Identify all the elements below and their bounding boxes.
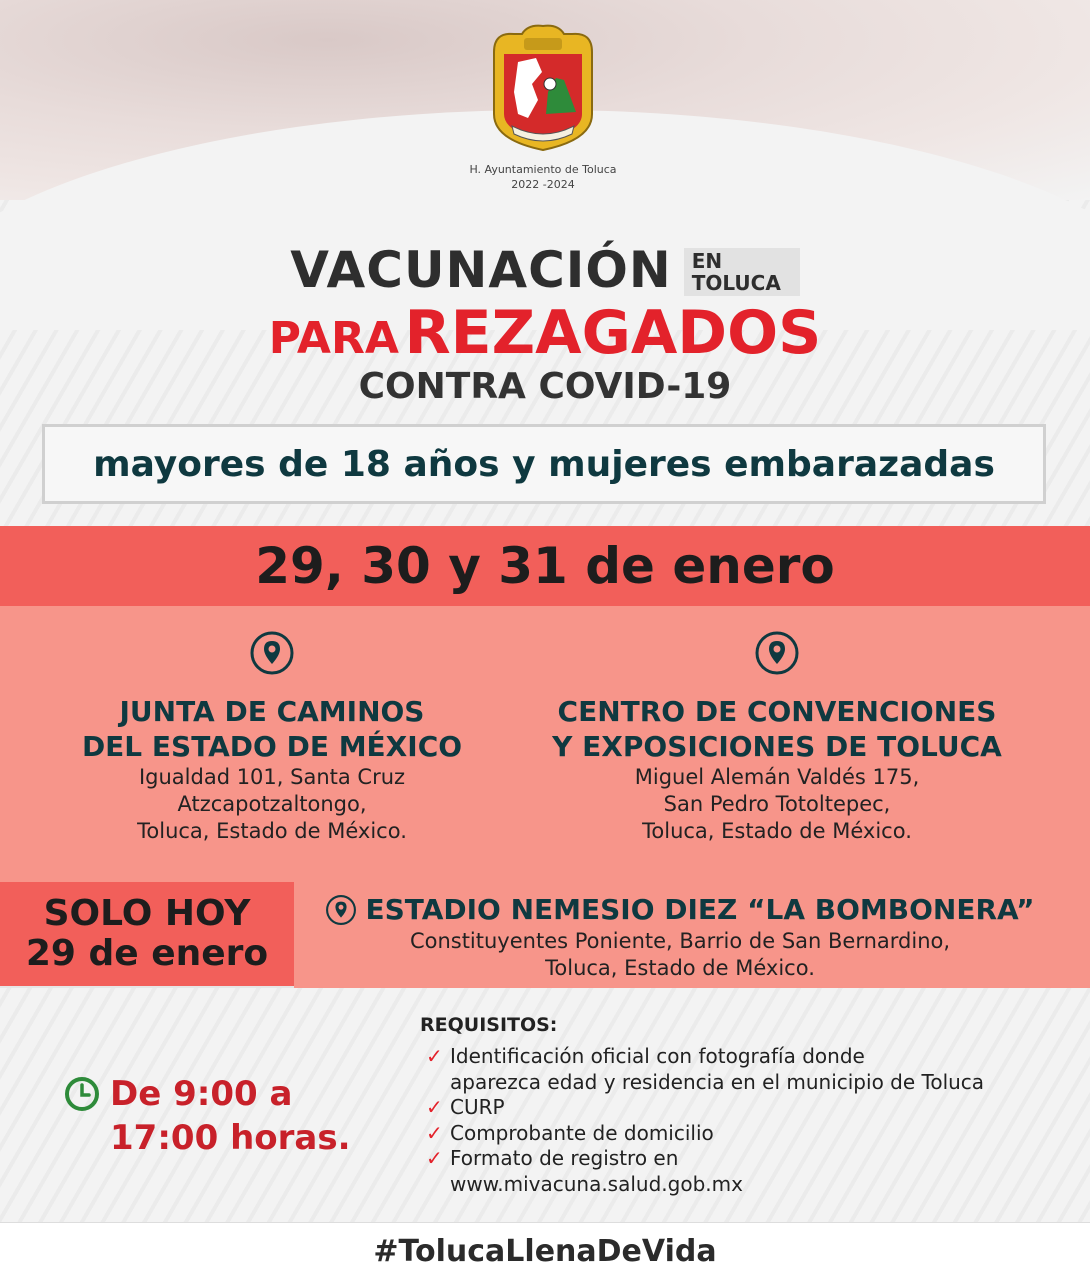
stadium-address-line1: Constituyentes Poniente, Barrio de San Bernardino, — [409, 929, 951, 953]
title-vacunacion: VACUNACIÓN — [290, 241, 672, 299]
clock-icon — [64, 1076, 100, 1112]
requirement-item — [426, 1146, 1060, 1197]
stadium-name-row — [300, 892, 1060, 928]
stadium-address-line2: Toluca, Estado de México. — [545, 956, 815, 980]
requirement-line2: aparezca edad y residencia en el municipio de Toluca — [450, 1069, 985, 1094]
venue-address-line3: Toluca, Estado de México. — [137, 819, 407, 843]
title-rezagados: REZAGADOS — [404, 298, 822, 368]
crest-caption-line2: 2022 -2024 — [511, 178, 575, 191]
crest-caption — [440, 162, 646, 192]
location-pin-icon — [754, 630, 800, 676]
en-toluca-badge — [684, 248, 800, 296]
stadium-info — [300, 892, 1060, 982]
requirement-text — [450, 1044, 984, 1095]
venue-name-line1: JUNTA DE CAMINOS — [119, 695, 425, 728]
requirements-block — [420, 1014, 1060, 1197]
checkmark-icon: ✓ — [426, 1095, 443, 1119]
venue-name-line1: CENTRO DE CONVENCIONES — [557, 695, 997, 728]
requirements-heading: REQUISITOS: — [420, 1014, 558, 1036]
venue-address-line2: Atzcapotzaltongo, — [177, 792, 367, 816]
requirement-item — [426, 1095, 1060, 1121]
stadium-section — [0, 882, 1090, 988]
footer-hashtag: #TolucaLlenaDeVida — [373, 1234, 717, 1269]
title-line1 — [0, 238, 1090, 302]
checkmark-icon: ✓ — [426, 1120, 443, 1145]
audience-text: mayores de 18 años y mujeres embarazadas — [93, 443, 995, 485]
venue-junta-caminos — [22, 630, 522, 845]
crest-caption-line1: H. Ayuntamiento de Toluca — [469, 163, 617, 176]
requirement-line1: Formato de registro en — [450, 1146, 679, 1170]
requirement-item — [426, 1121, 1060, 1147]
venue-address-line1: Miguel Alemán Valdés 175, — [634, 765, 920, 789]
audience-box — [42, 424, 1046, 504]
venue-name-line2: Y EXPOSICIONES DE TOLUCA — [552, 730, 1002, 763]
hours-line2: 17:00 horas. — [110, 1118, 351, 1158]
requirement-url: www.mivacuna.salud.gob.mx — [450, 1171, 743, 1196]
requirement-text — [450, 1146, 743, 1197]
requirement-line1: Identificación oficial con fotografía donde — [450, 1044, 865, 1068]
stadium-name: ESTADIO NEMESIO DIEZ “LA BOMBONERA” — [365, 893, 1035, 926]
venues-section — [0, 606, 1090, 882]
location-pin-icon — [325, 894, 357, 926]
checkmark-icon: ✓ — [426, 1146, 443, 1170]
venue-name-line2: DEL ESTADO DE MÉXICO — [81, 730, 463, 763]
footer-hashtag-bar — [0, 1222, 1090, 1280]
requirement-line1: Comprobante de domicilio — [450, 1120, 714, 1145]
venue-address-line2: San Pedro Totoltepec, — [663, 792, 891, 816]
solo-hoy-line2: 29 de enero — [25, 933, 269, 974]
requirement-item — [426, 1044, 1060, 1095]
requirement-line1: CURP — [450, 1095, 505, 1119]
toluca-crest-logo — [488, 22, 598, 154]
title-para: PARA — [268, 313, 399, 364]
dates-bar — [0, 526, 1090, 606]
solo-hoy-label — [0, 882, 294, 988]
solo-hoy-line1: SOLO HOY — [43, 893, 251, 934]
venue-address-line1: Igualdad 101, Santa Cruz — [138, 765, 406, 789]
hours-line1: De 9:00 a — [110, 1074, 293, 1114]
title-contra-covid: CONTRA COVID-19 — [358, 366, 732, 407]
location-pin-icon — [249, 630, 295, 676]
badge-line2: TOLUCA — [691, 271, 781, 295]
venue-address-line3: Toluca, Estado de México. — [642, 819, 912, 843]
hours-text — [110, 1072, 351, 1160]
venue-centro-convenciones — [527, 630, 1027, 845]
dates-text: 29, 30 y 31 de enero — [255, 537, 835, 595]
hours-block — [64, 1072, 364, 1160]
checkmark-icon: ✓ — [426, 1044, 443, 1068]
badge-line1: EN — [691, 249, 723, 273]
